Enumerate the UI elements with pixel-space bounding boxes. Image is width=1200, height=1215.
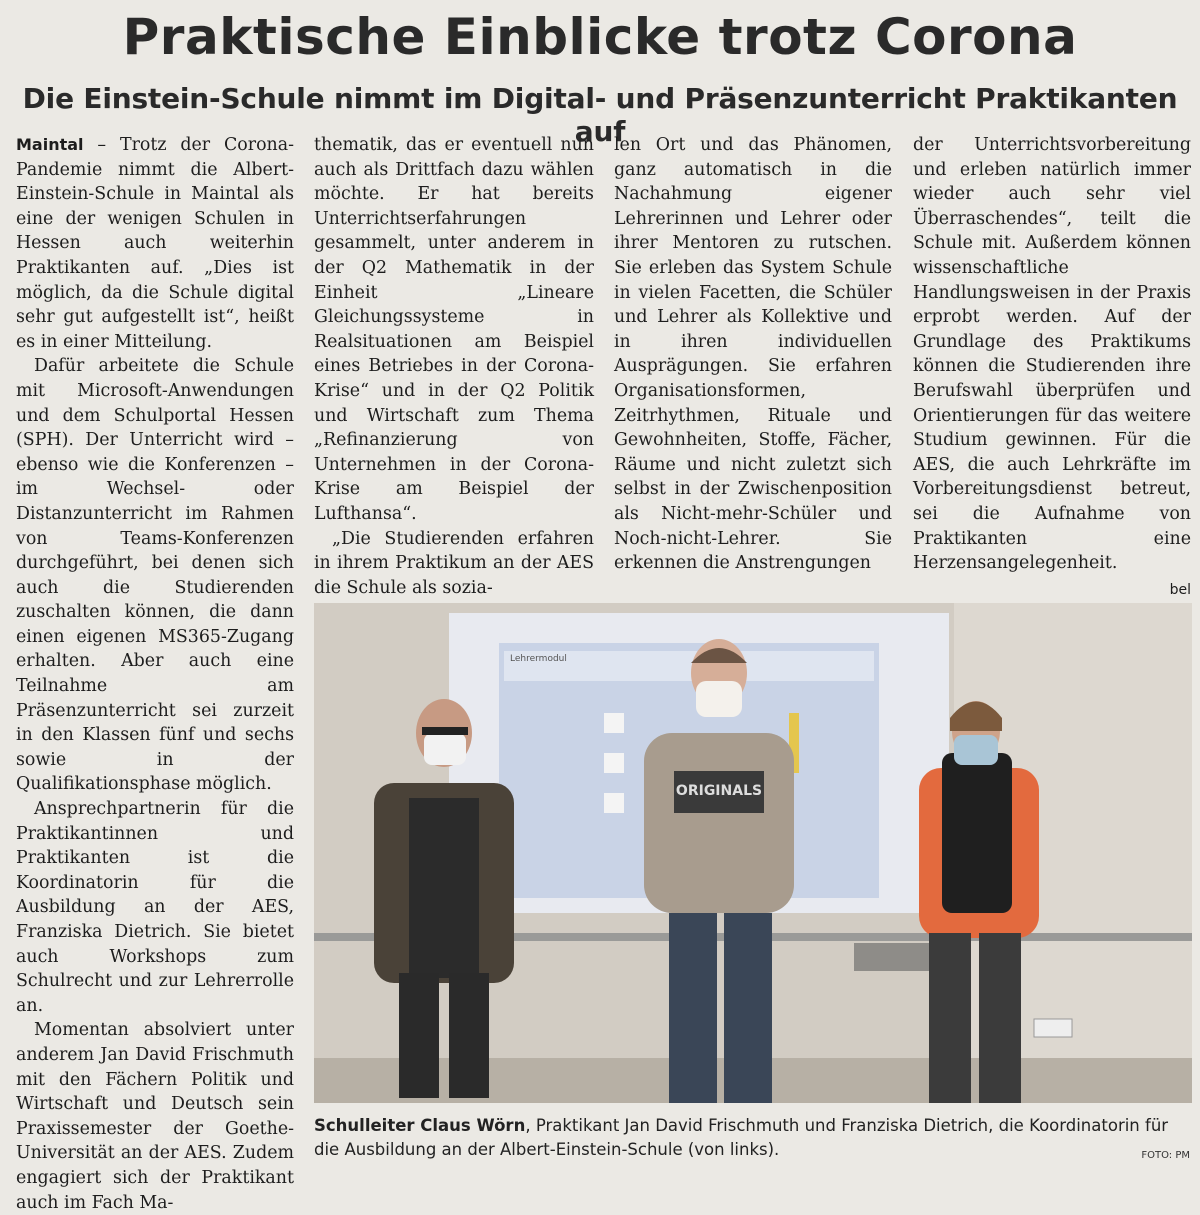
paragraph: Dafür arbeitete die Schule mit Microsoft-Anwendungen und dem Schulportal Hessen (SPH). Der Unterricht wird – ebenso wie die Konferenzen – im Wechsel- oder Distanzunterricht im Rahmen von Teams-Konferenzen durchgeführt, bei denen sich auch die Studierenden zuschalten können, die dann einen eigenen MS365-Zugang erhalten. Aber auch eine Teilnahme am Präsenzunterricht sei zurzeit in den Klassen fünf und sechs sowie in der Qualifikationsphase möglich. [16,356,294,795]
author-signature: bel [1169,581,1191,598]
article-column-2 [314,133,594,600]
paragraph: „Die Studierenden erfahren in ihrem Praktikum an der AES die Schule als sozia- [314,528,594,598]
article-photo [314,603,1192,1103]
photo-illustration [314,603,1192,1103]
photo-credit: FOTO: PM [1141,1150,1190,1161]
paragraph [16,133,294,354]
hoodie-text: ORIGINALS [675,783,763,799]
subheadline: Die Einstein-Schule nimmt im Digital- und Präsenzunterricht Praktikanten auf [22,82,1178,148]
paragraph: Ansprechpartnerin für die Praktikantinnen und Praktikanten ist die Koordinatorin für die Ausbildung an der AES, Franziska Dietrich. Sie bietet auch Workshops zum Schulrecht und zur Lehrerrolle an. [16,799,294,1016]
article-column-4 [913,133,1191,602]
article-column-3 [614,133,892,576]
paragraph: thematik, das er eventuell nun auch als Drittfach dazu wählen möchte. Er hat bereits Unterrichtserfahrungen gesammelt, unter anderem in der Q2 Mathematik in der Einheit „Lineare Gleichungssysteme in Realsituationen am Beispiel eines Betriebes in der Corona-Krise“ und in der Q2 Politik und Wirtschaft zum Thema „Refinanzierung von Unternehmen in der Corona-Krise am Beispiel der Lufthansa“. [314,135,594,524]
paragraph: der Unterrichtsvorbereitung und erleben natürlich immer wieder auch sehr viel Überraschendes“, teilt die Schule mit. Außerdem können wissenschaftliche Handlungsweisen in der Praxis erprobt werden. Auf der Grundlage des Praktikums können die Studierenden ihre Berufswahl überprüfen und Orientierungen für das weitere Studium gewinnen. Für die AES, die auch Lehrkräfte im Vorbereitungsdienst betreut, sei die Aufnahme von Praktikanten eine Herzensangelegenheit. [913,135,1191,574]
caption-bold: Schulleiter Claus Wörn [314,1116,526,1135]
paragraph: len Ort und das Phänomen, ganz automatisch in die Nachahmung eigener Lehrerinnen und Lehrer oder ihrer Mentoren zu rutschen. Sie erleben das System Schule in vielen Facetten, die Schüler und Lehrer als Kollektive und in ihren individuellen Ausprägungen. Sie erfahren Organisationsformen, Zeitrhythmen, Rituale und Gewohnheiten, Stoffe, Fächer, Räume und nicht zuletzt sich selbst in der Zwischenposition als Nicht-mehr-Schüler und Noch-nicht-Lehrer. Sie erkennen die Anstrengungen [614,135,892,574]
screen-label: Lehrermodul [510,654,567,664]
photo-caption [314,1114,1194,1162]
article-column-1 [16,133,294,1215]
headline: Praktische Einblicke trotz Corona [122,8,1078,66]
dateline: Maintal [16,135,84,154]
paragraph-text: – Trotz der Corona-Pandemie nimmt die Albert-Einstein-Schule in Maintal als eine der wenigen Schulen in Hessen auch weiterhin Praktikanten auf. „Dies ist möglich, da die Schule digital sehr gut aufgestellt ist“, heißt es in einer Mitteilung. [16,135,294,352]
paragraph: Momentan absolviert unter anderem Jan David Frischmuth mit den Fächern Politik und Wirtschaft und Deutsch sein Praxissemester der Goethe-Universität an der AES. Zudem engagiert sich der Praktikant auch im Fach Ma- [16,1020,294,1213]
caption-text: , Praktikant Jan David Frischmuth und Franziska Dietrich, die Koordinatorin für die Ausbildung an der Albert-Einstein-Schule (von links). [314,1116,1169,1159]
